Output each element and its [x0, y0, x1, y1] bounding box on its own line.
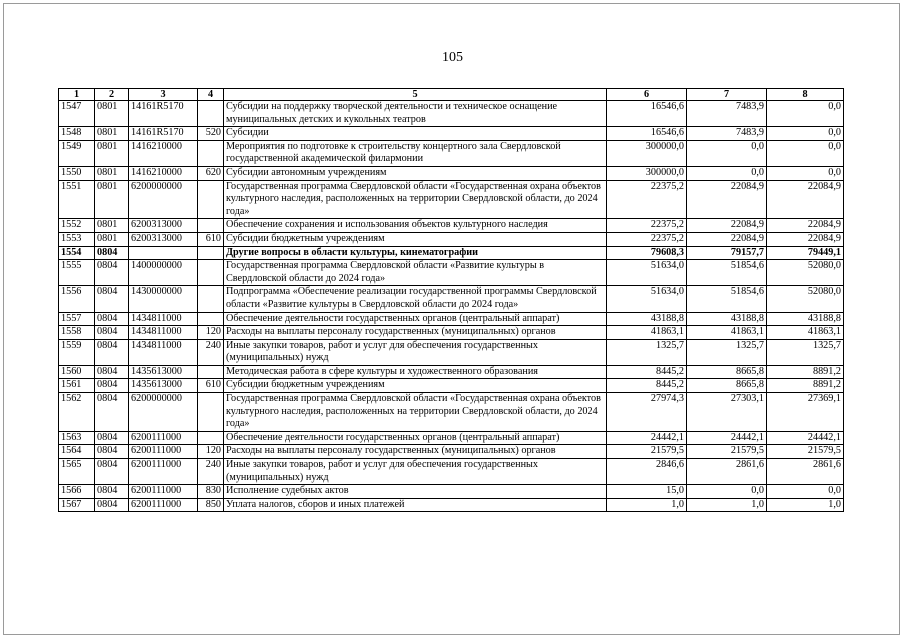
row-number-cell: 1561: [59, 379, 95, 393]
table-row: [59, 445, 844, 459]
table-row: [59, 232, 844, 246]
amount-cell: 22084,9: [687, 232, 767, 246]
table-row: [59, 180, 844, 219]
amount-cell: 0,0: [767, 127, 844, 141]
row-number-cell: 1562: [59, 393, 95, 432]
target-article-cell: 1434811000: [129, 339, 198, 365]
item-name-cell: Мероприятия по подготовке к строительству концертного зала Свердловской государственной академической филармонии: [224, 140, 607, 166]
item-name-cell: Другие вопросы в области культуры, кинематографии: [224, 246, 607, 260]
item-name-cell: Субсидии бюджетным учреждениям: [224, 379, 607, 393]
page-number: 105: [442, 50, 463, 65]
item-name-cell: Расходы на выплаты персоналу государственных (муниципальных) органов: [224, 445, 607, 459]
expense-type-cell: [198, 312, 224, 326]
section-code-cell: 0804: [95, 445, 129, 459]
target-article-cell: 6200313000: [129, 232, 198, 246]
amount-cell: 1,0: [767, 498, 844, 512]
amount-cell: 22375,2: [607, 232, 687, 246]
amount-cell: 51854,6: [687, 260, 767, 286]
amount-cell: 22084,9: [767, 180, 844, 219]
table-row: [59, 219, 844, 233]
amount-cell: 41863,1: [607, 326, 687, 340]
target-article-cell: 6200000000: [129, 180, 198, 219]
row-number-cell: 1550: [59, 166, 95, 180]
target-article-cell: 14161R5170: [129, 127, 198, 141]
section-code-cell: 0804: [95, 339, 129, 365]
amount-cell: 8891,2: [767, 365, 844, 379]
item-name-cell: Обеспечение деятельности государственных органов (центральный аппарат): [224, 431, 607, 445]
item-name-cell: Расходы на выплаты персоналу государственных (муниципальных) органов: [224, 326, 607, 340]
section-code-cell: 0801: [95, 166, 129, 180]
amount-cell: 0,0: [687, 166, 767, 180]
target-article-cell: 6200313000: [129, 219, 198, 233]
section-code-cell: 0804: [95, 246, 129, 260]
expense-type-cell: [198, 365, 224, 379]
amount-cell: 22375,2: [607, 219, 687, 233]
amount-cell: 21579,5: [607, 445, 687, 459]
expense-type-cell: [198, 393, 224, 432]
expense-type-cell: 120: [198, 326, 224, 340]
amount-cell: 21579,5: [767, 445, 844, 459]
expense-type-cell: [198, 180, 224, 219]
item-name-cell: Субсидии на поддержку творческой деятельности и техническое оснащение муниципальных детских и кукольных театров: [224, 101, 607, 127]
table-row: [59, 431, 844, 445]
section-code-cell: 0804: [95, 498, 129, 512]
expense-type-cell: [198, 140, 224, 166]
section-code-cell: 0804: [95, 326, 129, 340]
table-row: [59, 127, 844, 141]
row-number-cell: 1567: [59, 498, 95, 512]
amount-cell: 52080,0: [767, 286, 844, 312]
amount-cell: 300000,0: [607, 166, 687, 180]
amount-cell: 2861,6: [687, 459, 767, 485]
table-row: [59, 286, 844, 312]
target-article-cell: 6200000000: [129, 393, 198, 432]
row-number-cell: 1547: [59, 101, 95, 127]
amount-cell: 51634,0: [607, 260, 687, 286]
section-code-cell: 0804: [95, 260, 129, 286]
amount-cell: 0,0: [767, 140, 844, 166]
expense-type-cell: 520: [198, 127, 224, 141]
amount-cell: 1,0: [687, 498, 767, 512]
target-article-cell: 1435613000: [129, 379, 198, 393]
row-number-cell: 1553: [59, 232, 95, 246]
item-name-cell: Иные закупки товаров, работ и услуг для обеспечения государственных (муниципальных) нужд: [224, 339, 607, 365]
row-number-cell: 1565: [59, 459, 95, 485]
row-number-cell: 1548: [59, 127, 95, 141]
table-row: [59, 393, 844, 432]
row-number-cell: 1552: [59, 219, 95, 233]
item-name-cell: Иные закупки товаров, работ и услуг для обеспечения государственных (муниципальных) нужд: [224, 459, 607, 485]
amount-cell: 2861,6: [767, 459, 844, 485]
amount-cell: 43188,8: [767, 312, 844, 326]
section-code-cell: 0804: [95, 365, 129, 379]
row-number-cell: 1563: [59, 431, 95, 445]
target-article-cell: 1430000000: [129, 286, 198, 312]
amount-cell: 27974,3: [607, 393, 687, 432]
expense-type-cell: [198, 431, 224, 445]
column-header: 3: [129, 89, 198, 101]
amount-cell: 22084,9: [687, 219, 767, 233]
expense-type-cell: 610: [198, 379, 224, 393]
item-name-cell: Обеспечение сохранения и использования объектов культурного наследия: [224, 219, 607, 233]
amount-cell: 1325,7: [687, 339, 767, 365]
row-number-cell: 1558: [59, 326, 95, 340]
target-article-cell: 1434811000: [129, 312, 198, 326]
amount-cell: 22084,9: [687, 180, 767, 219]
section-code-cell: 0804: [95, 431, 129, 445]
column-header: 6: [607, 89, 687, 101]
row-number-cell: 1564: [59, 445, 95, 459]
section-code-cell: 0804: [95, 459, 129, 485]
table-body: [59, 101, 844, 512]
expense-type-cell: 620: [198, 166, 224, 180]
section-code-cell: 0804: [95, 393, 129, 432]
target-article-cell: 6200111000: [129, 485, 198, 499]
section-code-cell: 0801: [95, 127, 129, 141]
table-row: [59, 485, 844, 499]
item-name-cell: Исполнение судебных актов: [224, 485, 607, 499]
target-article-cell: 6200111000: [129, 459, 198, 485]
expense-type-cell: 240: [198, 339, 224, 365]
item-name-cell: Уплата налогов, сборов и иных платежей: [224, 498, 607, 512]
amount-cell: 16546,6: [607, 127, 687, 141]
amount-cell: 0,0: [767, 101, 844, 127]
amount-cell: 24442,1: [607, 431, 687, 445]
item-name-cell: Государственная программа Свердловской области «Развитие культуры в Свердловской области до 2024 года»: [224, 260, 607, 286]
amount-cell: 51634,0: [607, 286, 687, 312]
target-article-cell: 6200111000: [129, 445, 198, 459]
item-name-cell: Обеспечение деятельности государственных органов (центральный аппарат): [224, 312, 607, 326]
column-header: 7: [687, 89, 767, 101]
table-row: [59, 312, 844, 326]
amount-cell: 8665,8: [687, 365, 767, 379]
table-row: [59, 339, 844, 365]
expense-type-cell: [198, 219, 224, 233]
row-number-cell: 1560: [59, 365, 95, 379]
amount-cell: 27369,1: [767, 393, 844, 432]
column-header: 2: [95, 89, 129, 101]
amount-cell: 2846,6: [607, 459, 687, 485]
amount-cell: 41863,1: [767, 326, 844, 340]
table-row: [59, 498, 844, 512]
item-name-cell: Подпрограмма «Обеспечение реализации государственной программы Свердловской области «Развитие культуры в Свердловской области до 2024 года»: [224, 286, 607, 312]
amount-cell: 15,0: [607, 485, 687, 499]
amount-cell: 7483,9: [687, 101, 767, 127]
column-header: 8: [767, 89, 844, 101]
section-code-cell: 0804: [95, 379, 129, 393]
target-article-cell: 1435613000: [129, 365, 198, 379]
item-name-cell: Государственная программа Свердловской области «Государственная охрана объектов культурного наследия, расположенных на территории Свердловской области, до 2024 года»: [224, 393, 607, 432]
target-article-cell: 6200111000: [129, 498, 198, 512]
amount-cell: 1,0: [607, 498, 687, 512]
table-row: [59, 101, 844, 127]
item-name-cell: Государственная программа Свердловской области «Государственная охрана объектов культурного наследия, расположенных на территории Свердловской области, до 2024 года»: [224, 180, 607, 219]
amount-cell: 1325,7: [607, 339, 687, 365]
table-row: [59, 166, 844, 180]
expense-type-cell: [198, 286, 224, 312]
amount-cell: 43188,8: [607, 312, 687, 326]
amount-cell: 79449,1: [767, 246, 844, 260]
column-header: 4: [198, 89, 224, 101]
section-code-cell: 0801: [95, 232, 129, 246]
section-code-cell: 0804: [95, 312, 129, 326]
row-number-cell: 1555: [59, 260, 95, 286]
target-article-cell: [129, 246, 198, 260]
budget-table: [58, 88, 844, 512]
table-row: [59, 246, 844, 260]
table-row: [59, 260, 844, 286]
target-article-cell: 1416210000: [129, 166, 198, 180]
row-number-cell: 1559: [59, 339, 95, 365]
section-code-cell: 0801: [95, 180, 129, 219]
target-article-cell: 1400000000: [129, 260, 198, 286]
amount-cell: 51854,6: [687, 286, 767, 312]
row-number-cell: 1554: [59, 246, 95, 260]
target-article-cell: 1416210000: [129, 140, 198, 166]
expense-type-cell: [198, 260, 224, 286]
expense-type-cell: [198, 101, 224, 127]
expense-type-cell: 240: [198, 459, 224, 485]
section-code-cell: 0801: [95, 140, 129, 166]
expense-type-cell: 120: [198, 445, 224, 459]
amount-cell: 52080,0: [767, 260, 844, 286]
item-name-cell: Субсидии автономным учреждениям: [224, 166, 607, 180]
amount-cell: 21579,5: [687, 445, 767, 459]
row-number-cell: 1549: [59, 140, 95, 166]
section-code-cell: 0801: [95, 219, 129, 233]
amount-cell: 8891,2: [767, 379, 844, 393]
amount-cell: 24442,1: [687, 431, 767, 445]
amount-cell: 43188,8: [687, 312, 767, 326]
expense-type-cell: 850: [198, 498, 224, 512]
expense-type-cell: [198, 246, 224, 260]
amount-cell: 0,0: [767, 166, 844, 180]
amount-cell: 300000,0: [607, 140, 687, 166]
amount-cell: 16546,6: [607, 101, 687, 127]
row-number-cell: 1566: [59, 485, 95, 499]
amount-cell: 24442,1: [767, 431, 844, 445]
column-header: 5: [224, 89, 607, 101]
item-name-cell: Субсидии: [224, 127, 607, 141]
row-number-cell: 1556: [59, 286, 95, 312]
amount-cell: 8445,2: [607, 365, 687, 379]
target-article-cell: 1434811000: [129, 326, 198, 340]
table-row: [59, 459, 844, 485]
amount-cell: 22084,9: [767, 219, 844, 233]
table-row: [59, 140, 844, 166]
amount-cell: 0,0: [687, 485, 767, 499]
item-name-cell: Субсидии бюджетным учреждениям: [224, 232, 607, 246]
table-row: [59, 379, 844, 393]
amount-cell: 79608,3: [607, 246, 687, 260]
expense-type-cell: 830: [198, 485, 224, 499]
amount-cell: 8665,8: [687, 379, 767, 393]
table-header-row: [59, 89, 844, 101]
target-article-cell: 6200111000: [129, 431, 198, 445]
amount-cell: 79157,7: [687, 246, 767, 260]
row-number-cell: 1557: [59, 312, 95, 326]
amount-cell: 1325,7: [767, 339, 844, 365]
section-code-cell: 0804: [95, 485, 129, 499]
section-code-cell: 0801: [95, 101, 129, 127]
amount-cell: 7483,9: [687, 127, 767, 141]
column-header: 1: [59, 89, 95, 101]
amount-cell: 22375,2: [607, 180, 687, 219]
expense-type-cell: 610: [198, 232, 224, 246]
amount-cell: 0,0: [767, 485, 844, 499]
section-code-cell: 0804: [95, 286, 129, 312]
target-article-cell: 14161R5170: [129, 101, 198, 127]
amount-cell: 41863,1: [687, 326, 767, 340]
row-number-cell: 1551: [59, 180, 95, 219]
amount-cell: 22084,9: [767, 232, 844, 246]
amount-cell: 0,0: [687, 140, 767, 166]
amount-cell: 8445,2: [607, 379, 687, 393]
item-name-cell: Методическая работа в сфере культуры и художественного образования: [224, 365, 607, 379]
table-row: [59, 365, 844, 379]
table-row: [59, 326, 844, 340]
amount-cell: 27303,1: [687, 393, 767, 432]
